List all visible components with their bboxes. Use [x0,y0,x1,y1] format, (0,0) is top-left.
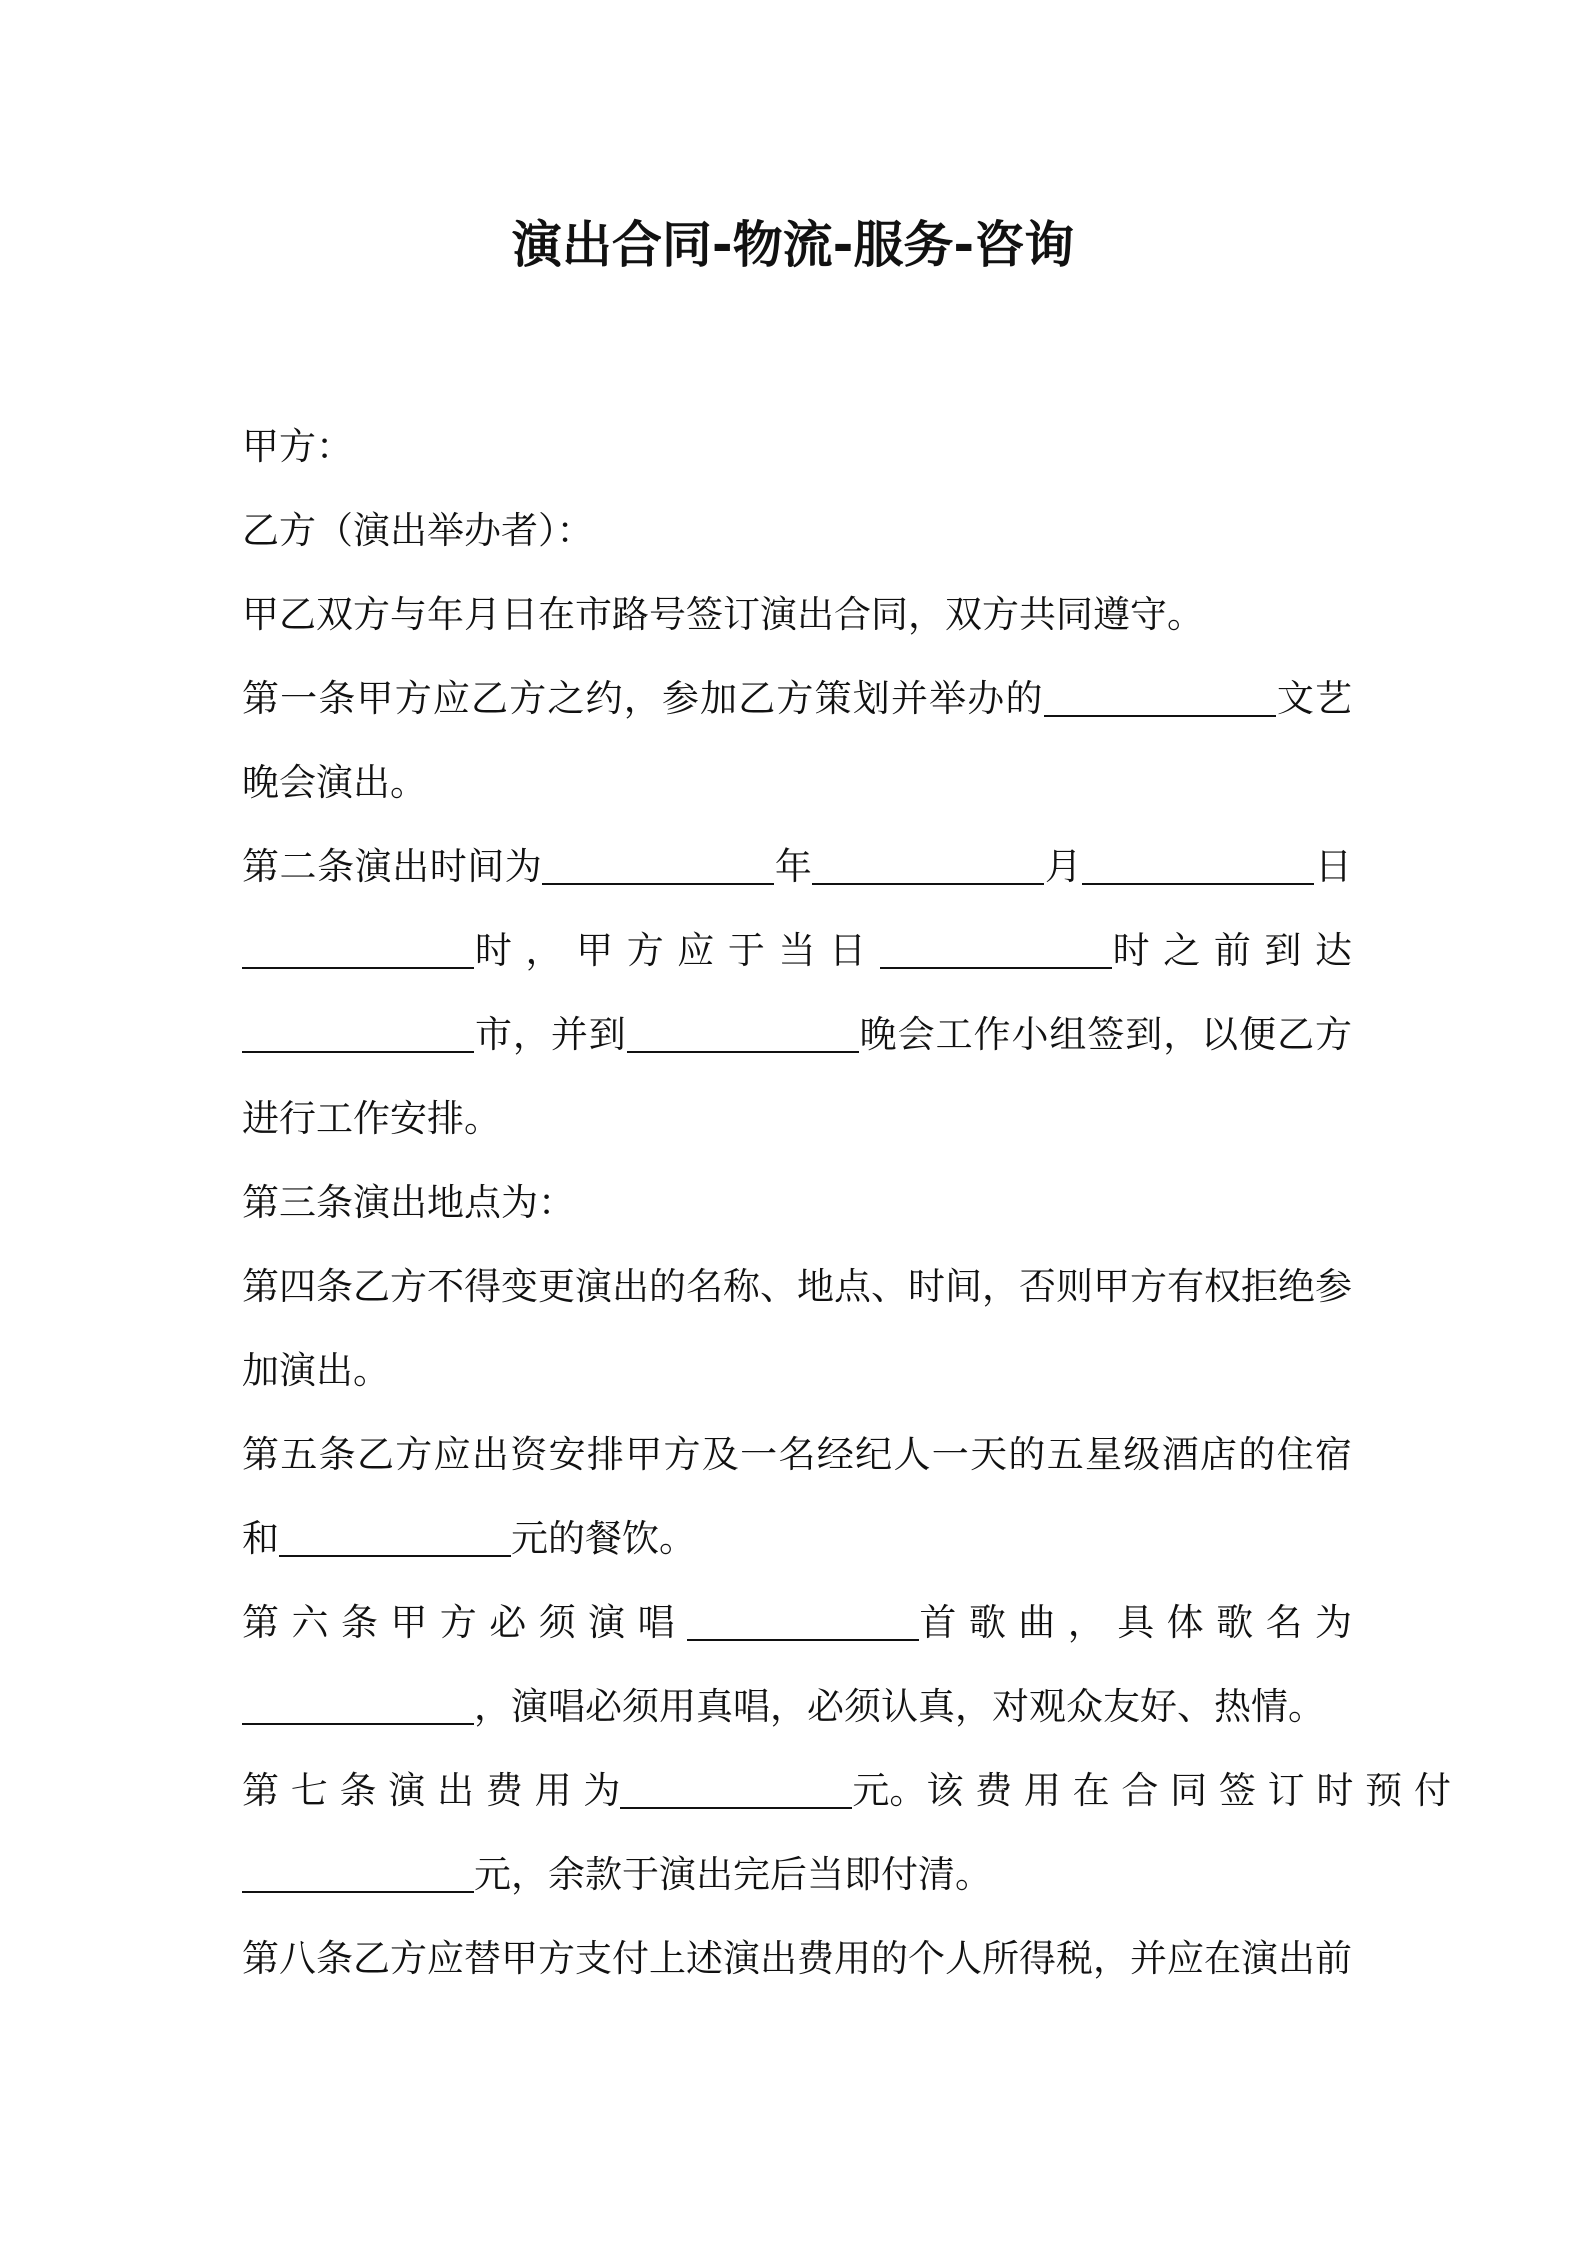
fill-in-blank [687,1599,919,1641]
article-6-text: ，演唱必须用真唱，必须认真，对观众友好、热情。 [474,1685,1325,1728]
fill-in-blank [1044,675,1276,717]
article-2-line-1 [242,825,1352,909]
article-1-line-1 [242,657,1352,741]
fill-in-blank [279,1515,511,1557]
article-2-text: 第二条演出时间为 [242,845,543,888]
article-2-text: 晚会工作小组签到，以便乙方 [858,1013,1353,1056]
party-b-line [242,489,1352,573]
party-a-label: 甲方： [242,425,353,468]
article-4-text: 加演出。 [242,1349,390,1392]
article-1-line-2 [242,741,1352,825]
fill-in-blank [1082,843,1314,885]
article-5-line-1 [242,1413,1352,1497]
article-2-text: 时 ， 甲 方 应 于 当 日 [474,929,868,972]
article-4-line-2 [242,1329,1352,1413]
fill-in-blank [620,1767,852,1809]
fill-in-blank [242,1683,474,1725]
article-2-text: 时 之 前 到 达 [1111,929,1353,972]
article-6-text: 第 六 条 甲 方 必 须 演 唱 [242,1601,675,1644]
article-7-text: 元，余款于演出完后当即付清。 [474,1853,992,1896]
party-b-label: 乙方（演出举办者）： [242,509,594,552]
article-1-text: 第一条甲方应乙方之约，参加乙方策划并举办的 [242,677,1044,720]
fill-in-blank [627,1011,859,1053]
article-8-line-1 [242,1917,1352,2001]
article-2-line-3 [242,993,1352,1077]
article-2-text: 日 [1314,845,1353,888]
fill-in-blank [880,927,1112,969]
intro-line [242,573,1352,657]
document-title: 演出合同-物流-服务-咨询 [511,216,1075,274]
article-2-text: 月 [1044,845,1083,888]
article-6-line-2 [242,1665,1352,1749]
article-2-text: 年 [774,845,813,888]
fill-in-blank [542,843,774,885]
article-6-line-1 [242,1581,1352,1665]
fill-in-blank [242,1851,474,1893]
article-1-text: 文艺 [1275,677,1353,720]
intro-text: 甲乙双方与年月日在市路号签订演出合同，双方共同遵守。 [242,593,1204,636]
contract-body [242,405,1451,2001]
article-3-text: 第三条演出地点为： [242,1181,575,1224]
article-1-text: 晚会演出。 [242,761,427,804]
fill-in-blank [242,927,474,969]
article-7-line-1 [242,1749,1451,1833]
article-4-text: 第四条乙方不得变更演出的名称、地点、时间，否则甲方有权拒绝参 [242,1265,1352,1308]
article-7-text: 元。该 费 用 在 合 同 签 订 时 预 付 [852,1769,1451,1812]
article-2-line-2 [242,909,1352,993]
article-6-text: 首 歌 曲 ， 具 体 歌 名 为 [919,1601,1353,1644]
article-7-text: 第 七 条 演 出 费 用 为 [242,1769,621,1812]
article-3-line-1 [242,1161,1352,1245]
article-5-line-2 [242,1497,1352,1581]
article-4-line-1 [242,1245,1352,1329]
article-5-text: 元的餐饮。 [511,1517,696,1560]
article-2-text: 进行工作安排。 [242,1097,501,1140]
article-8-text: 第八条乙方应替甲方支付上述演出费用的个人所得税，并应在演出前 [242,1937,1352,1980]
fill-in-blank [242,1011,474,1053]
article-7-line-2 [242,1833,1352,1917]
article-2-text: 市，并到 [474,1013,627,1056]
fill-in-blank [812,843,1044,885]
article-5-text: 和 [242,1517,279,1560]
party-a-line [242,405,1352,489]
article-5-text: 第五条乙方应出资安排甲方及一名经纪人一天的五星级酒店的住宿 [242,1433,1352,1476]
article-2-line-4 [242,1077,1352,1161]
